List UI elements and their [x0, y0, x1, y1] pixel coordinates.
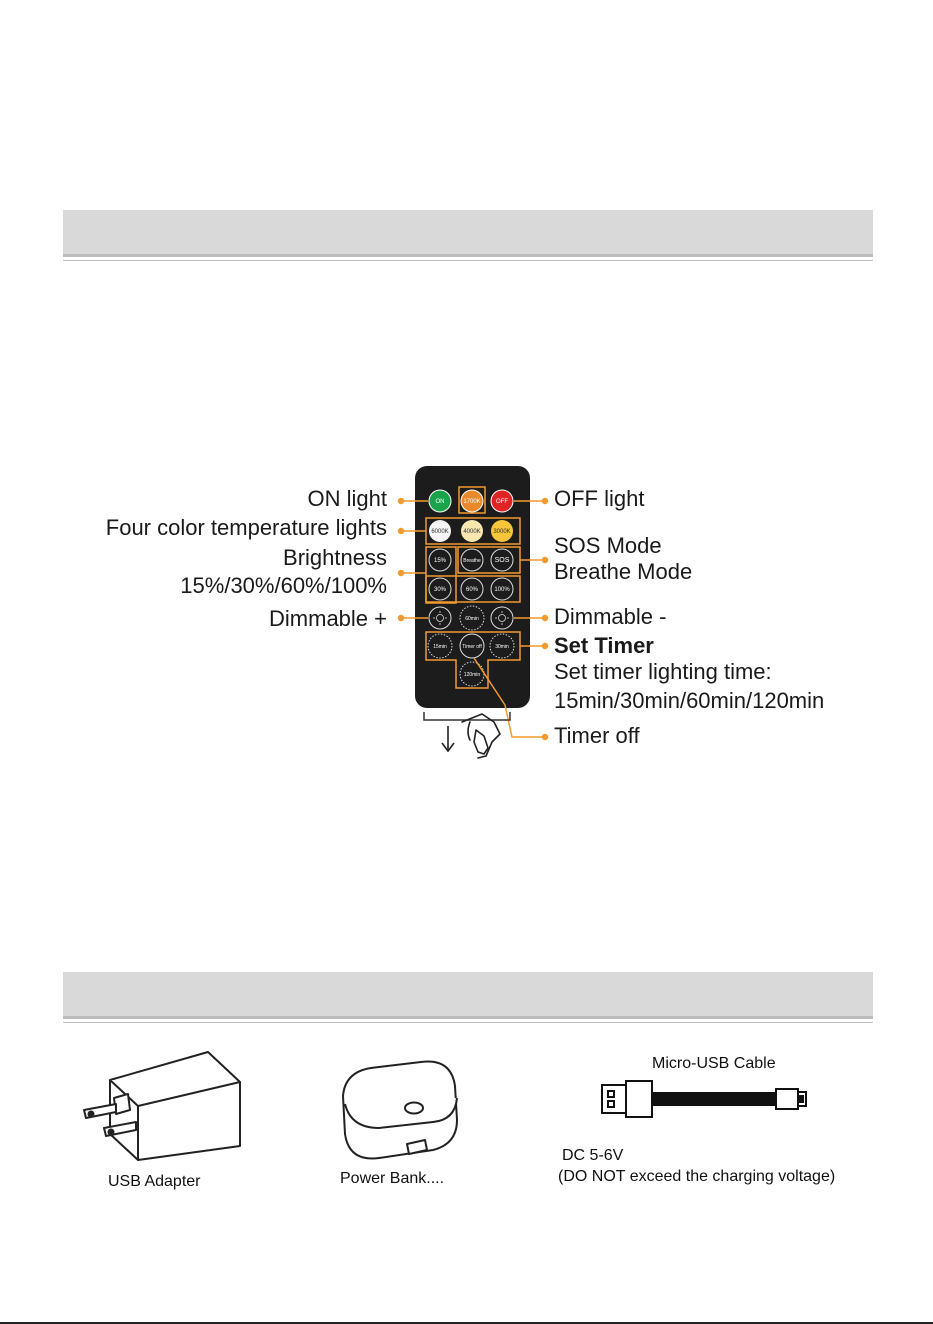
button-1700k-label: 1700K: [463, 499, 481, 505]
button-120min-label: 120min: [463, 672, 481, 678]
label-timer-off: Timer off: [554, 723, 640, 748]
label-off-light: OFF light: [554, 486, 645, 511]
button-sos-label: SOS: [494, 557, 510, 564]
button-dim-minus[interactable]: [491, 607, 513, 629]
button-15-label: 15%: [433, 558, 447, 564]
usb-adapter-illustration: [70, 1048, 250, 1168]
button-15min-label: 15min: [433, 644, 447, 650]
label-set-timer-desc: Set timer lighting time:: [554, 659, 772, 684]
label-dimmable-plus: Dimmable +: [269, 606, 387, 631]
label-dimmable-minus: Dimmable -: [554, 604, 667, 629]
label-sos-mode: SOS Mode: [554, 533, 662, 558]
caption-usb-adapter: USB Adapter: [108, 1173, 201, 1190]
remote-diagram: [0, 460, 933, 780]
button-dim-plus[interactable]: [429, 607, 451, 629]
button-3000k-label: 3000K: [493, 529, 511, 535]
caption-power-bank: Power Bank....: [340, 1170, 445, 1187]
button-60min-label: 60min: [465, 616, 479, 622]
label-timer-values: 15min/30min/60min/120min: [554, 688, 825, 713]
label-four-color: Four color temperature lights: [105, 515, 387, 540]
caption-dc-voltage: DC 5-6V: [562, 1147, 624, 1164]
button-6000k-label: 6000K: [431, 529, 449, 535]
power-bank-illustration: [335, 1058, 465, 1168]
down-arrow-icon: [442, 726, 454, 751]
label-brightness: Brightness: [283, 545, 387, 570]
caption-voltage-warning: (DO NOT exceed the charging voltage): [558, 1168, 836, 1185]
section-header-bar-2: [63, 972, 873, 1019]
button-30min-label: 30min: [495, 644, 509, 650]
button-off-label: OFF: [496, 499, 508, 505]
button-on-label: ON: [435, 499, 445, 505]
label-on-light: ON light: [307, 486, 387, 511]
button-timer-off-label: Timer off: [462, 644, 482, 650]
label-brightness-values: 15%/30%/60%/100%: [180, 573, 387, 598]
battery-tab-bracket: [424, 712, 510, 720]
label-breathe-mode: Breathe Mode: [554, 559, 693, 584]
caption-cable-title: Micro-USB Cable: [652, 1055, 776, 1072]
button-30-label: 30%: [433, 587, 447, 593]
button-4000k-label: 4000K: [463, 529, 481, 535]
micro-usb-cable-illustration: [598, 1077, 818, 1121]
button-100-label: 100%: [494, 587, 510, 593]
label-set-timer: Set Timer: [554, 633, 654, 658]
section-header-bar-1: [63, 210, 873, 257]
button-60-label: 60%: [465, 587, 479, 593]
button-breathe-label: Breathe: [463, 558, 481, 564]
